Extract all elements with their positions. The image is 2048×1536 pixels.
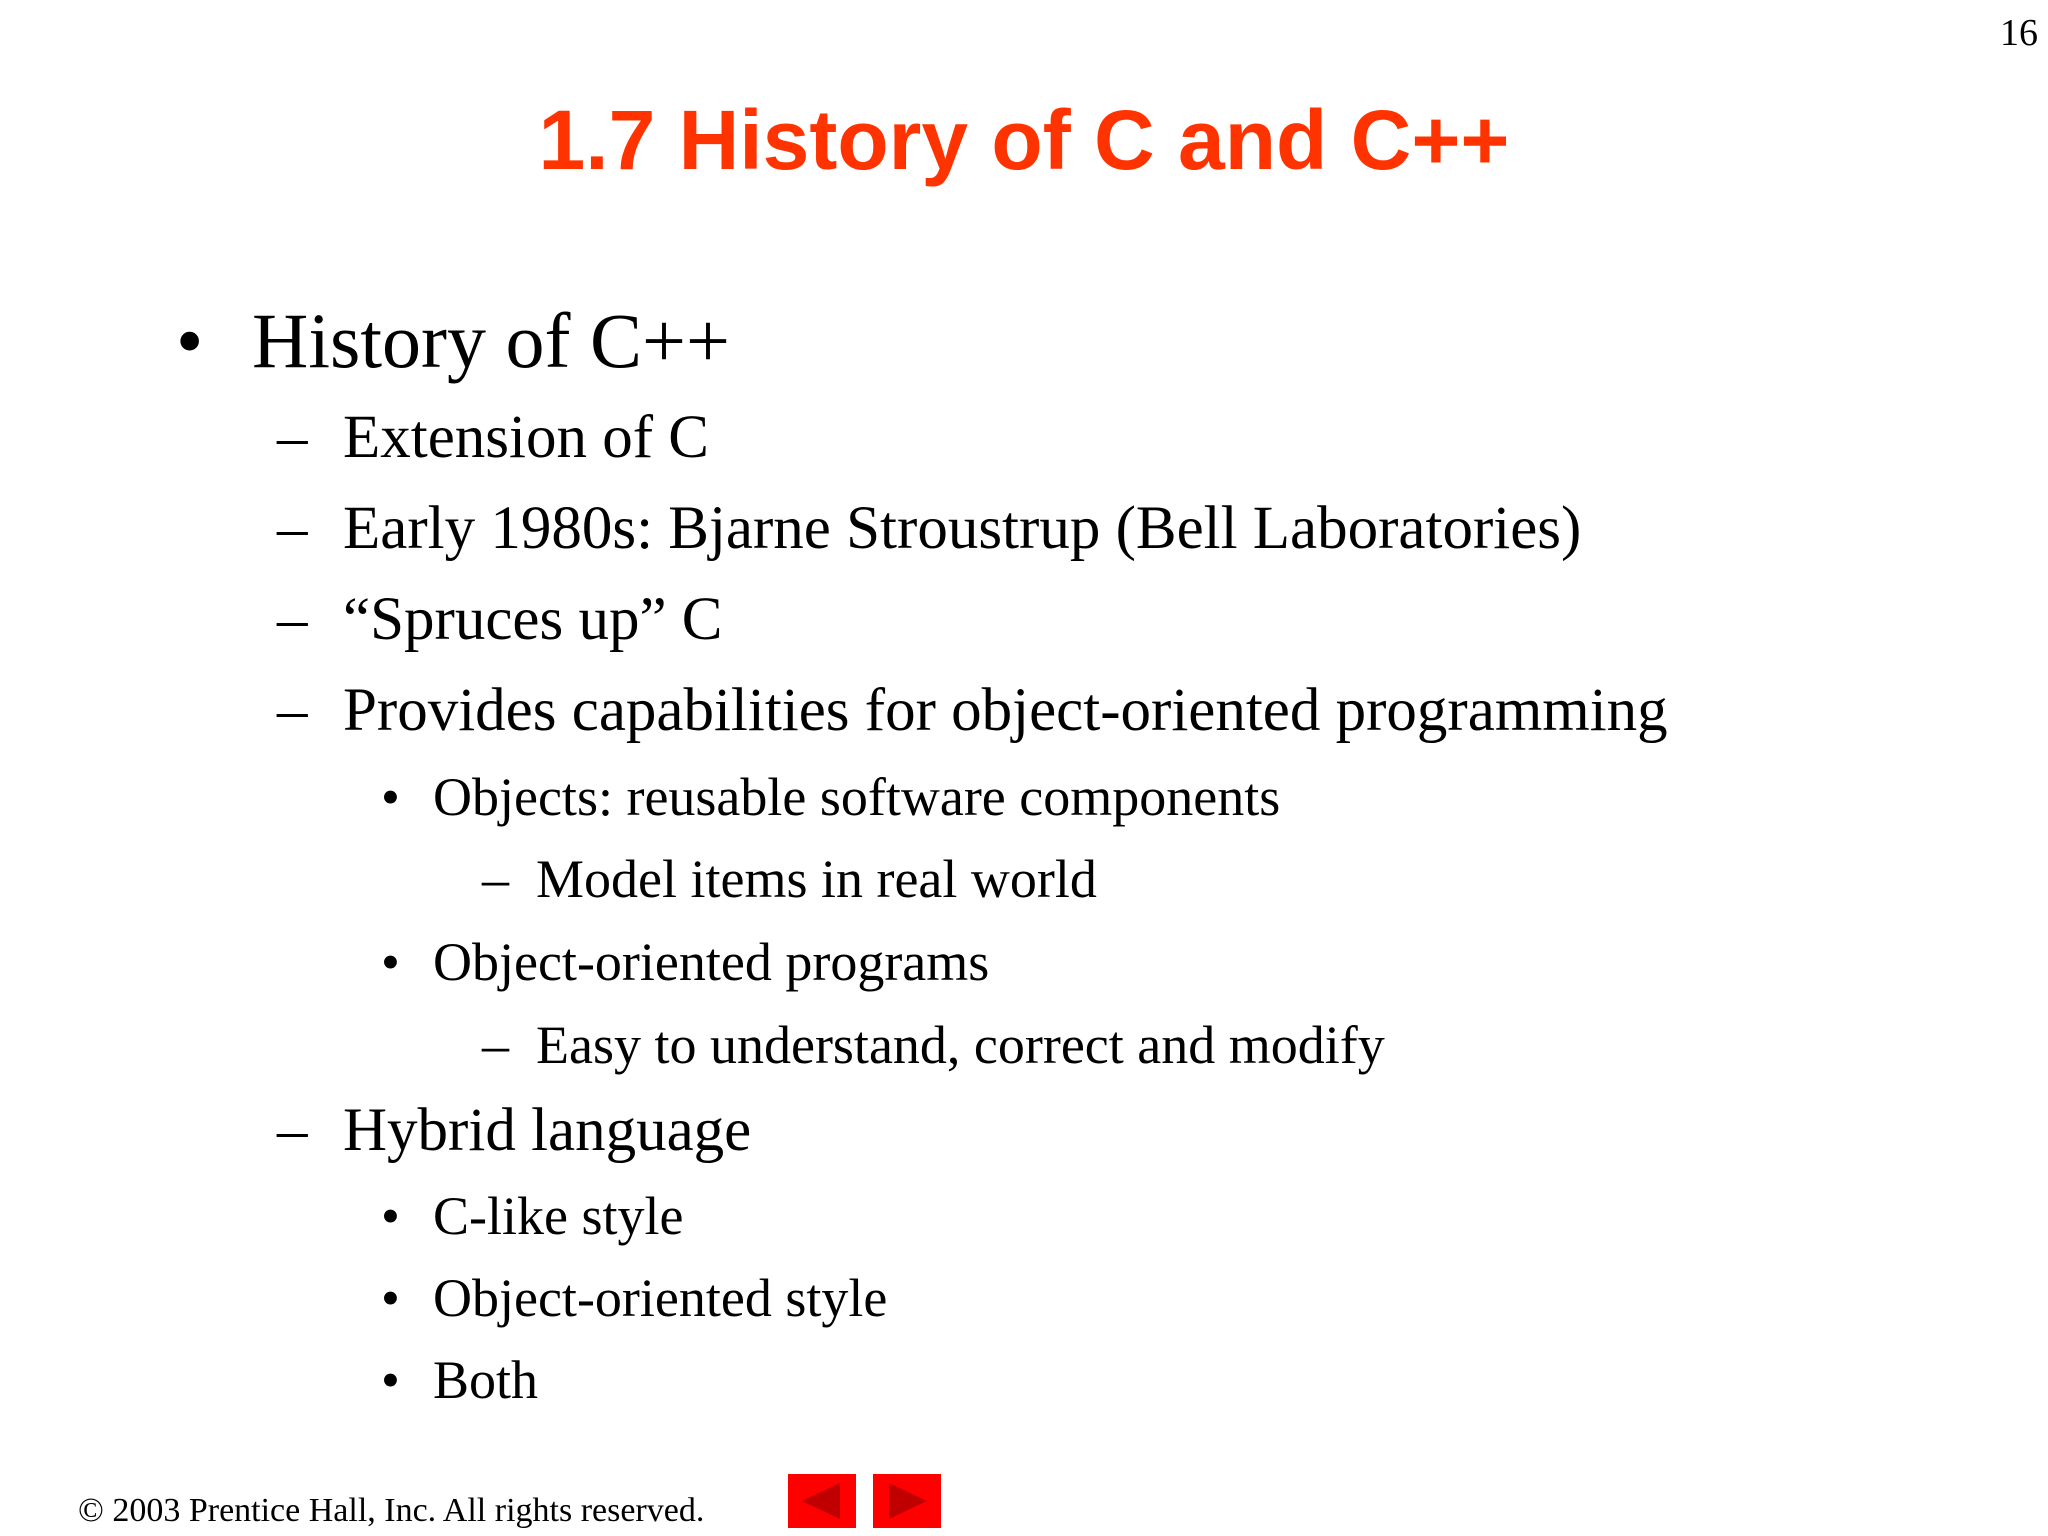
list-item-text: Objects: reusable software components: [433, 767, 1281, 827]
bullet-dash: –: [482, 849, 509, 909]
list-item-text: Hybrid language: [343, 1097, 752, 1164]
bullet-dot: •: [176, 297, 204, 384]
list-item-level4: [482, 1015, 1385, 1075]
bullet-dot: •: [381, 932, 400, 992]
list-item-level3: [381, 932, 990, 992]
bullet-dash: –: [277, 495, 308, 562]
bullet-dot: •: [381, 767, 400, 827]
left-arrow-icon: [788, 1474, 856, 1528]
list-item-level2: [277, 404, 709, 471]
previous-slide-button[interactable]: [788, 1474, 856, 1528]
list-item-level1: [176, 297, 730, 384]
list-item-text: Object-oriented style: [433, 1268, 888, 1328]
bullet-dot: •: [381, 1186, 400, 1246]
bullet-dash: –: [277, 404, 308, 471]
list-item-level3: [381, 1350, 539, 1410]
list-item-text: Provides capabilities for object-oriented programming: [343, 677, 1668, 744]
list-item-text: Easy to understand, correct and modify: [536, 1015, 1385, 1075]
list-item-text: Extension of C: [343, 404, 709, 471]
list-item-level2: [277, 677, 1668, 744]
list-item-text: C-like style: [433, 1186, 684, 1246]
list-item-text: Model items in real world: [536, 849, 1097, 909]
list-item-text: Object-oriented programs: [433, 932, 990, 992]
slide-title: 1.7 History of C and C++: [538, 93, 1510, 187]
copyright-footer: © 2003 Prentice Hall, Inc. All rights reserved.: [78, 1492, 705, 1529]
page-number: 16: [2000, 12, 2038, 54]
list-item-level3: [381, 767, 1281, 827]
list-item-text: Early 1980s: Bjarne Stroustrup (Bell Laboratories): [343, 495, 1582, 562]
list-item-text: “Spruces up” C: [343, 586, 723, 653]
bullet-dash: –: [277, 586, 308, 653]
bullet-dot: •: [381, 1268, 400, 1328]
list-item-level2: [277, 495, 1582, 562]
bullet-dash: –: [277, 677, 308, 744]
list-item-level3: [381, 1268, 888, 1328]
list-item-level3: [381, 1186, 684, 1246]
bullet-dot: •: [381, 1350, 400, 1410]
right-arrow-icon: [873, 1474, 941, 1528]
list-item-level2: [277, 586, 723, 653]
list-item-text: History of C++: [252, 297, 730, 384]
next-slide-button[interactable]: [873, 1474, 941, 1528]
list-item-text: Both: [433, 1350, 539, 1410]
list-item-level2: [277, 1097, 752, 1164]
bullet-dash: –: [482, 1015, 509, 1075]
list-item-level4: [482, 849, 1097, 909]
bullet-dash: –: [277, 1097, 308, 1164]
